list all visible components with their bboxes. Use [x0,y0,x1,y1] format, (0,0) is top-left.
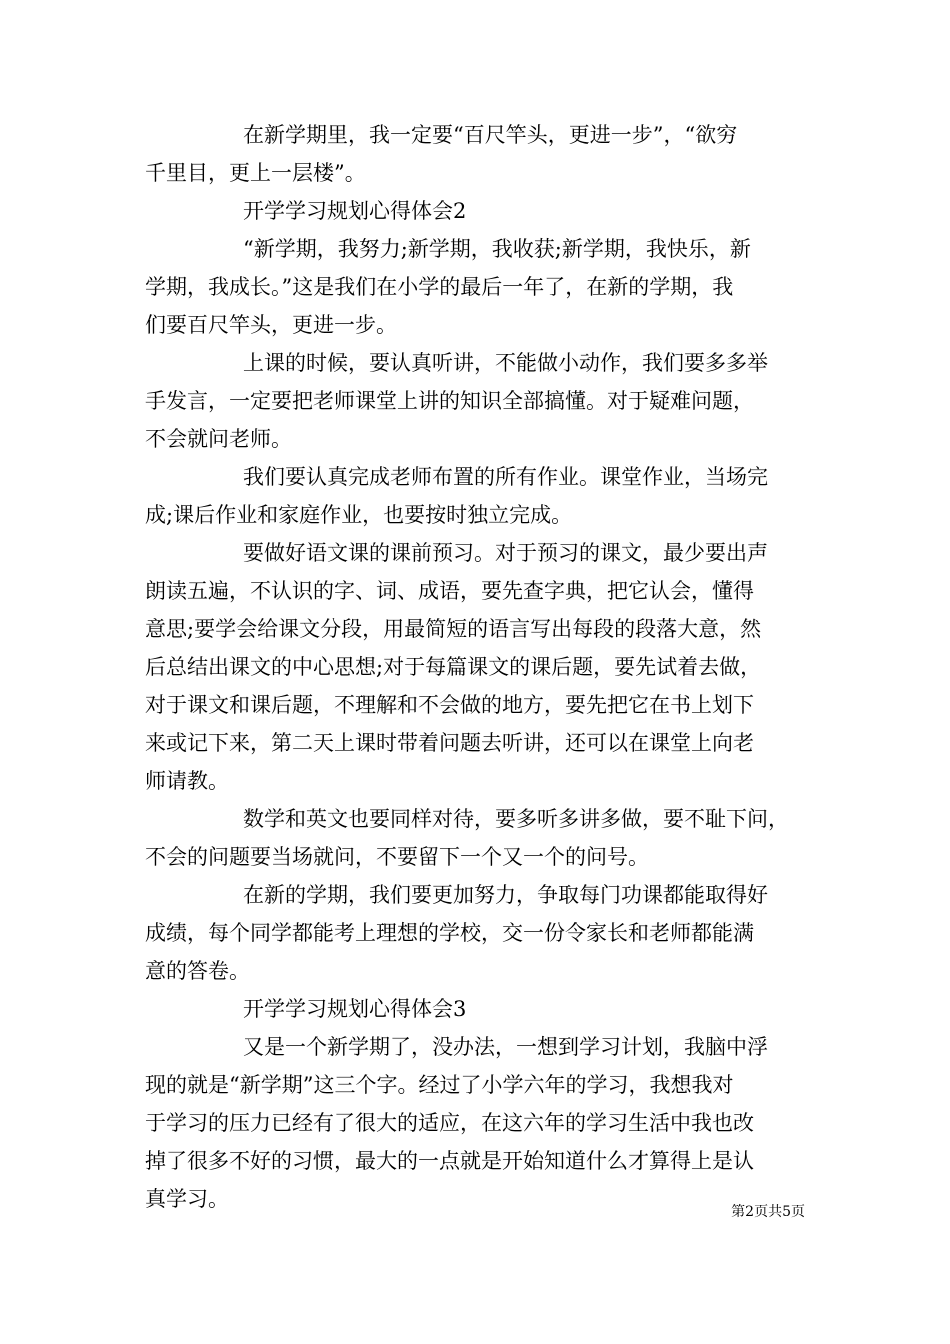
section-heading: 开学学习规划心得体会2 [243,199,467,223]
paragraph-line: 不会就问老师。 [145,427,292,451]
paragraph-line: 我们要认真完成老师布置的所有作业。课堂作业，当场完 [243,465,768,489]
document-body [145,116,813,1218]
paragraph-line: 不会的问题要当场就问，不要留下一个又一个的问号。 [145,845,649,869]
paragraph-line: 千里目，更上一层楼”。 [145,161,366,185]
paragraph-line: 于学习的压力已经有了很大的适应，在这六年的学习生活中我也改 [145,1111,754,1135]
paragraph-line: 真学习。 [145,1187,229,1211]
paragraph-line: 们要百尺竿头，更进一步。 [145,313,397,337]
paragraph-line: 意的答卷。 [145,959,250,983]
paragraph-line: 掉了很多不好的习惯，最大的一点就是开始知道什么才算得上是认 [145,1149,754,1173]
paragraph-line: 学期，我成长。”这是我们在小学的最后一年了，在新的学期，我 [145,275,734,299]
paragraph-line: 数学和英文也要同样对待，要多听多讲多做，要不耻下问， [243,807,789,831]
paragraph-line: 朗读五遍，不认识的字、词、成语，要先查字典，把它认会，懂得 [145,579,754,603]
paragraph-line: 在新学期里，我一定要“百尺竿头，更进一步”，“欲穷 [243,123,738,147]
page-number: 第2页共5页 [731,1204,805,1220]
paragraph-line: 后总结出课文的中心思想;对于每篇课文的课后题，要先试着去做， [145,655,762,679]
paragraph-line: 又是一个新学期了，没办法，一想到学习计划，我脑中浮 [243,1035,768,1059]
paragraph-line: 师请教。 [145,769,229,793]
paragraph-line: 要做好语文课的课前预习。对于预习的课文，最少要出声 [243,541,768,565]
paragraph-line: 意思;要学会给课文分段，用最简短的语言写出每段的段落大意，然 [145,617,762,641]
paragraph-line: 来或记下来，第二天上课时带着问题去听讲，还可以在课堂上向老 [145,731,754,755]
paragraph-line: 在新的学期，我们要更加努力，争取每门功课都能取得好 [243,883,768,907]
paragraph-line: 成;课后作业和家庭作业，也要按时独立完成。 [145,503,573,527]
paragraph-line: “新学期，我努力;新学期，我收获;新学期，我快乐，新 [243,237,751,261]
paragraph-line: 成绩，每个同学都能考上理想的学校，交一份令家长和老师都能满 [145,921,754,945]
paragraph-line: 手发言，一定要把老师课堂上讲的知识全部搞懂。对于疑难问题， [145,389,754,413]
section-heading: 开学学习规划心得体会3 [243,997,467,1021]
paragraph-line: 上课的时候，要认真听讲，不能做小动作，我们要多多举 [243,351,768,375]
paragraph-line: 对于课文和课后题，不理解和不会做的地方，要先把它在书上划下 [145,693,754,717]
paragraph-line: 现的就是“新学期”这三个字。经过了小学六年的学习，我想我对 [145,1073,734,1097]
